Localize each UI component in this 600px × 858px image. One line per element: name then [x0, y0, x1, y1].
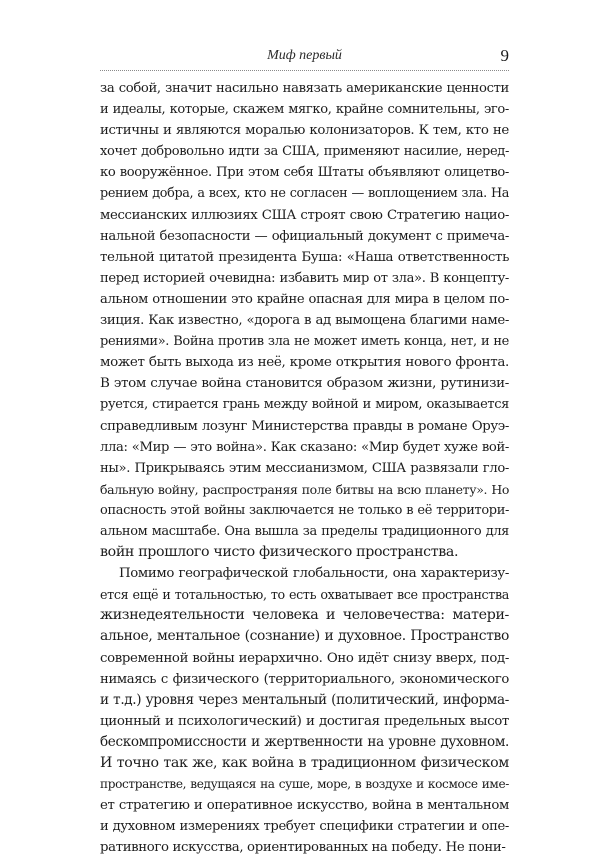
text-line: хочет добровольно идти за США, применяют насилие, неред- — [100, 144, 509, 160]
text-line: ративного искусства, ориентированных на победу. Не пони- — [100, 840, 506, 856]
text-line: войн прошлого чисто физического пространства. — [100, 544, 459, 561]
text-line: В этом случае война становится образом жизни, рутинизи- — [100, 375, 509, 392]
page-header — [100, 46, 509, 68]
text-line: жизнедеятельности человека и человечества: матери- — [100, 607, 509, 624]
text-line: руется, стирается грань между войной и миром, оказывается — [100, 397, 509, 413]
text-line: ко вооружённое. При этом себя Штаты объявляют олицетво- — [100, 165, 509, 181]
paragraph — [100, 78, 509, 563]
text-line: альном масштабе. Она вышла за пределы традиционного для — [100, 523, 509, 539]
header-divider — [100, 70, 509, 71]
text-line: и духовном измерениях требует специфики стратегии и опе- — [100, 819, 509, 835]
paragraph — [100, 563, 509, 858]
text-line: ется ещё и тотальностью, то есть охватывает все пространства — [100, 587, 509, 603]
text-line: истичны и являются моралью колонизаторов. К тем, кто не — [100, 123, 509, 139]
text-line: рениями». Война против зла не может иметь конца, нет, и не — [100, 334, 509, 350]
text-line: ет стратегию и оперативное искусство, война в ментальном — [100, 798, 509, 814]
running-title: Миф первый — [267, 48, 342, 63]
text-line: Помимо географической глобальности, она характеризу- — [119, 566, 509, 582]
text-line: перед историей очевидна: избавить мир от зла». В концепту- — [100, 270, 509, 286]
text-line: И точно так же, как война в традиционном физическом — [100, 755, 509, 771]
text-line: зиция. Как известно, «дорога в ад вымощена благими наме- — [100, 313, 509, 329]
body-text — [100, 78, 509, 858]
text-line: нальной безопасности — официальный документ с примеча- — [100, 228, 509, 244]
text-line: и идеалы, которые, скажем мягко, крайне сомнительны, эго- — [100, 102, 509, 118]
text-line: справедливым лозунг Министерства правды в романе Оруэ- — [100, 418, 509, 434]
text-line: ны». Прикрываясь этим мессианизмом, США развязали гло- — [100, 460, 509, 476]
text-line: пространстве, ведущаяся на суше, море, в воздухе и космосе име- — [100, 777, 509, 792]
text-line: альном отношении это крайне опасная для мира в целом по- — [100, 291, 509, 307]
text-line: может быть выхода из неё, кроме открытия нового фронта. — [100, 354, 509, 371]
text-line: бальную войну, распространяя поле битвы на всю планету». Но — [100, 481, 509, 497]
text-line: альное, ментальное (сознание) и духовное. Пространство — [100, 628, 509, 645]
text-line: ционный и психологический) и достигая предельных высот — [100, 713, 509, 729]
text-line: опасность этой войны заключается не только в её территори- — [100, 502, 509, 518]
text-line: за собой, значит насильно навязать американские ценности — [100, 81, 509, 96]
text-line: нимаясь с физического (территориального, экономического — [100, 671, 509, 687]
text-line: современной войны иерархично. Оно идёт снизу вверх, под- — [100, 650, 509, 666]
text-line: лла: «Мир — это война». Как сказано: «Мир будет хуже вой- — [100, 439, 509, 455]
page-number: 9 — [500, 46, 509, 65]
text-line: мессианских иллюзиях США строят свою Стратегию нацио- — [100, 207, 509, 223]
text-line: рением добра, а всех, кто не согласен — воплощением зла. На — [100, 186, 509, 202]
text-line: тельной цитатой президента Буша: «Наша ответственность — [100, 249, 509, 265]
text-line: бескомпромиссности и жертвенности на уровне духовном. — [100, 733, 509, 750]
text-line: и т.д.) уровня через ментальный (политический, информа- — [100, 691, 509, 708]
